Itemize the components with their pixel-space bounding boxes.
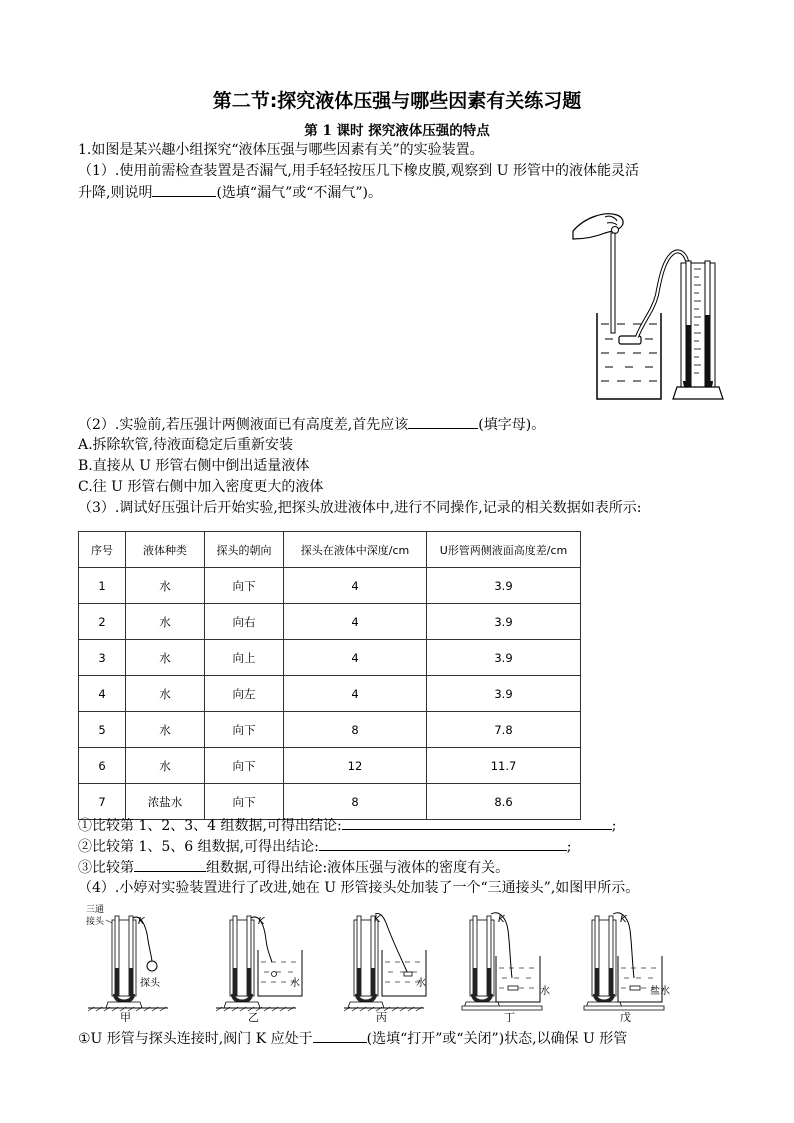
- table-header-row: [79, 532, 581, 568]
- figure-bing: [344, 914, 426, 1022]
- figure-label-yi: 乙: [248, 1011, 259, 1022]
- table-row: [79, 640, 581, 676]
- q1-part3: （3）.调试好压强计后开始实验,把探头放进液体中,进行不同操作,记录的相关数据如表所示:: [78, 500, 642, 516]
- svg-text:水: 水: [416, 978, 426, 989]
- pressure-gauge-figure: [565, 203, 725, 403]
- valve-k-label: K: [138, 916, 145, 927]
- hose: [637, 251, 687, 337]
- table-row: [79, 604, 581, 640]
- table-cell: 11.7: [427, 748, 581, 784]
- q1-part4: （4）.小婷对实验装置进行了改进,她在 U 形管接头处加装了一个“三通接头”,如图甲所示。: [78, 880, 640, 896]
- conclusion-1-end: ;: [611, 818, 617, 834]
- table-cell: 2: [79, 604, 126, 640]
- q4-sub1-text-pre: ①U 形管与探头连接时,阀门 K 应处于: [78, 1031, 313, 1047]
- table-cell: 7: [79, 784, 126, 820]
- answer-blank[interactable]: [319, 836, 567, 851]
- table-header-cell: 液体种类: [126, 532, 205, 568]
- probe-icon: [147, 961, 157, 971]
- table-cell: 4: [284, 676, 427, 712]
- table-cell: 浓盐水: [126, 784, 205, 820]
- answer-blank[interactable]: [152, 182, 216, 197]
- conclusion-3-text-pre: ③比较第: [78, 860, 134, 876]
- figure-yi: [216, 916, 302, 1022]
- table-cell: 8: [284, 712, 427, 748]
- figure-jia: [86, 904, 168, 1022]
- answer-blank[interactable]: [134, 857, 206, 872]
- table-cell: 向上: [205, 640, 284, 676]
- brine-label: 盐水: [650, 986, 670, 997]
- figure-label-ding: 丁: [504, 1011, 515, 1022]
- answer-blank[interactable]: [313, 1028, 367, 1043]
- answer-blank[interactable]: [342, 815, 612, 830]
- table-cell: 3: [79, 640, 126, 676]
- table-cell: 向下: [205, 568, 284, 604]
- table-row: [79, 676, 581, 712]
- q1-part1-line-a: （1）.使用前需检查装置是否漏气,用手轻轻按压几下橡皮膜,观察到 U 形管中的液体能灵活: [78, 163, 639, 179]
- table-cell: 6: [79, 748, 126, 784]
- table-cell: 3.9: [427, 676, 581, 712]
- joint-label: 接头: [86, 917, 105, 927]
- q1-part2-line: [78, 414, 545, 435]
- conclusion-3: [78, 857, 509, 878]
- table-cell: 4: [284, 604, 427, 640]
- table-header-cell: U形管两侧液面高度差/cm: [427, 532, 581, 568]
- experiment-figures: [84, 900, 734, 1022]
- svg-text:K: K: [498, 914, 505, 925]
- q1-part1-text-pre: 升降,则说明: [78, 185, 153, 201]
- q1-part1-line-b: [78, 182, 382, 203]
- conclusion-2-end: ;: [566, 839, 572, 855]
- three-way-label: 三通: [86, 905, 105, 915]
- figure-label-jia: 甲: [120, 1011, 131, 1022]
- table-cell: 8.6: [427, 784, 581, 820]
- beaker: [597, 313, 661, 399]
- page-subtitle: 第 1 课时 探究液体压强的特点: [304, 123, 490, 139]
- conclusion-3-text-post: 组数据,可得出结论:液体压强与液体的密度有关。: [206, 860, 510, 876]
- option-c: C.往 U 形管右侧中加入密度更大的液体: [78, 479, 324, 495]
- q1-part2-text-pre: （2）.实验前,若压强计两侧液面已有高度差,首先应该: [78, 417, 409, 433]
- svg-text:K: K: [374, 914, 381, 925]
- table-cell: 向左: [205, 676, 284, 712]
- table-cell: 向下: [205, 748, 284, 784]
- table-cell: 8: [284, 784, 427, 820]
- table-cell: 3.9: [427, 568, 581, 604]
- table-cell: 3.9: [427, 604, 581, 640]
- table-header-cell: 探头在液体中深度/cm: [284, 532, 427, 568]
- table-cell: 4: [79, 676, 126, 712]
- table-cell: 向右: [205, 604, 284, 640]
- table-cell: 1: [79, 568, 126, 604]
- option-b: B.直接从 U 形管右侧中倒出适量液体: [78, 458, 310, 474]
- svg-text:K: K: [258, 916, 265, 927]
- option-a: A.拆除软管,待液面稳定后重新安装: [78, 437, 294, 453]
- q1-part2-text-post: (填字母)。: [478, 417, 546, 433]
- table-cell: 水: [126, 712, 205, 748]
- conclusion-1: [78, 815, 616, 836]
- figure-ding: [462, 913, 550, 1022]
- table-cell: 水: [126, 748, 205, 784]
- q1-intro: 1.如图是某兴趣小组探究“液体压强与哪些因素有关”的实验装置。: [78, 142, 484, 158]
- figure-label-wu: 戊: [620, 1011, 631, 1022]
- svg-text:水: 水: [540, 986, 550, 997]
- table-cell: 4: [284, 568, 427, 604]
- table-cell: 向下: [205, 784, 284, 820]
- table-cell: 7.8: [427, 712, 581, 748]
- conclusion-1-text: ①比较第 1、2、3、4 组数据,可得出结论:: [78, 818, 342, 834]
- table-cell: 12: [284, 748, 427, 784]
- answer-blank[interactable]: [408, 414, 478, 429]
- q1-part1-text-post: (选填“漏气”或“不漏气”)。: [216, 185, 383, 201]
- table-row: [79, 748, 581, 784]
- table-cell: 3.9: [427, 640, 581, 676]
- conclusion-2-text: ②比较第 1、5、6 组数据,可得出结论:: [78, 839, 319, 855]
- figure-label-bing: 丙: [376, 1011, 387, 1022]
- table-cell: 水: [126, 568, 205, 604]
- table-cell: 5: [79, 712, 126, 748]
- q4-sub1: [78, 1028, 627, 1049]
- figure-wu: [584, 913, 670, 1022]
- water-label: 水: [290, 978, 300, 989]
- table-cell: 水: [126, 640, 205, 676]
- data-table: [78, 531, 581, 820]
- table-cell: 水: [126, 676, 205, 712]
- table-header-cell: 探头的朝向: [205, 532, 284, 568]
- table-header-cell: 序号: [79, 532, 126, 568]
- svg-text:K: K: [620, 914, 627, 925]
- probe-label: 探头: [140, 978, 160, 989]
- table-cell: 4: [284, 640, 427, 676]
- table-cell: 向下: [205, 712, 284, 748]
- table-row: [79, 712, 581, 748]
- q4-sub1-text-post: (选填“打开”或“关闭”)状态,以确保 U 形管: [366, 1031, 628, 1047]
- table-cell: 水: [126, 604, 205, 640]
- conclusion-2: [78, 836, 572, 857]
- page-title: 第二节:探究液体压强与哪些因素有关练习题: [212, 90, 582, 112]
- table-row: [79, 568, 581, 604]
